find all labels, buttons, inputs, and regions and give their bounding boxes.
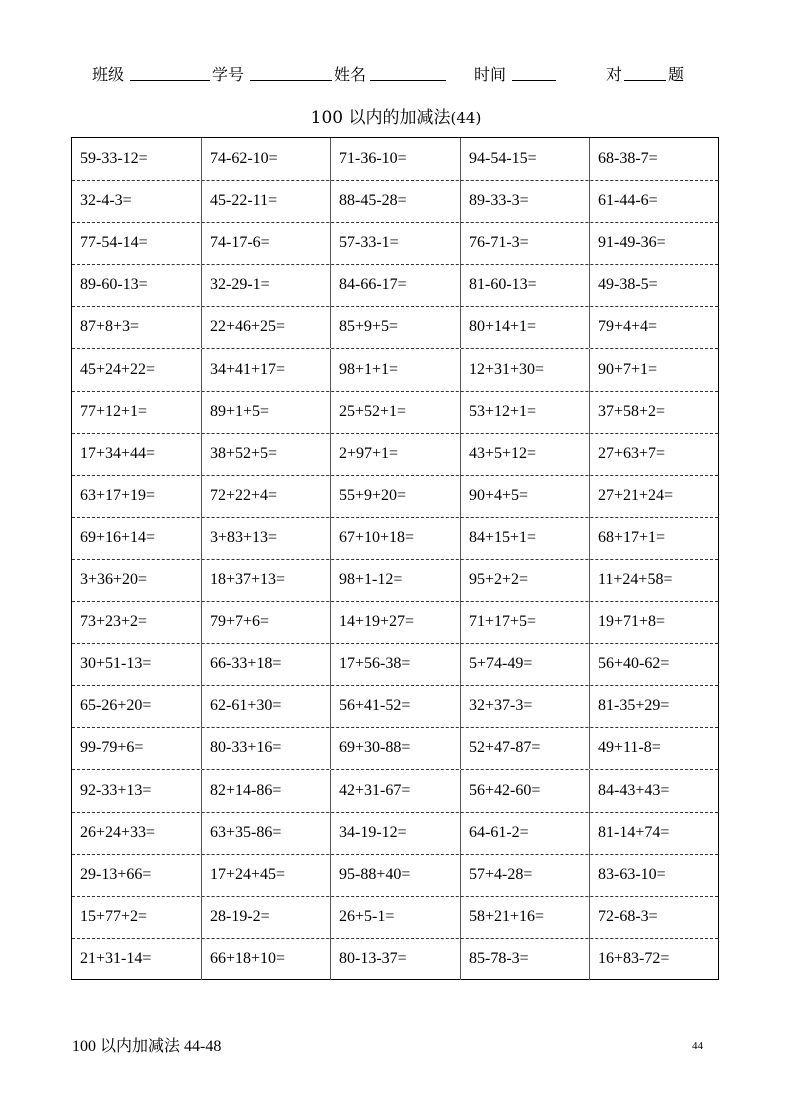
problem-row: [72, 264, 718, 307]
problem-cell: 56+40-62=: [598, 655, 670, 673]
problem-cell: 65-26+20=: [72, 685, 202, 727]
problem-cell: 80+14+1=: [461, 306, 590, 348]
problem-row: [72, 854, 718, 897]
problem-cell: 98+1+1=: [331, 349, 461, 391]
class-blank: [130, 80, 210, 81]
problem-cell: 84-43+43=: [598, 781, 670, 799]
problem-cell: 17+34+44=: [72, 433, 202, 475]
problem-cell: 68-38-7=: [598, 150, 658, 167]
problem-cell: 66-33+18=: [202, 643, 331, 685]
problem-cell: 89-60-13=: [72, 264, 202, 306]
problem-row: [72, 601, 718, 644]
problem-cell: 52+47-87=: [461, 727, 590, 769]
problem-cell: 82+14-86=: [202, 770, 331, 812]
problem-cell: 81-60-13=: [461, 264, 590, 306]
problem-row: [72, 812, 718, 855]
problem-cell: 57+4-28=: [461, 854, 590, 896]
time-blank: [512, 80, 556, 81]
problem-cell: 80-33+16=: [202, 727, 331, 769]
problem-cell: 84+15+1=: [461, 517, 590, 559]
problem-cell: 3+36+20=: [72, 559, 202, 601]
problem-cell: 85-78-3=: [461, 938, 590, 980]
worksheet-number: (44): [450, 109, 482, 127]
problem-cell: 27+63+7=: [598, 444, 666, 462]
problem-row: [72, 896, 718, 939]
problem-cell: 26+24+33=: [72, 812, 202, 854]
problem-cell: 45-22-11=: [202, 180, 331, 222]
problem-cell: 17+56-38=: [331, 643, 461, 685]
problem-cell: 32+37-3=: [461, 685, 590, 727]
problem-row: [72, 222, 718, 265]
student-info-header: [0, 58, 792, 86]
problem-cell: 77+12+1=: [72, 391, 202, 433]
problem-cell: 85+9+5=: [331, 306, 461, 348]
problem-cell: 66+18+10=: [202, 938, 331, 980]
problem-cell: 56+42-60=: [461, 770, 590, 812]
problem-row: [72, 391, 718, 434]
problem-cell: 30+51-13=: [72, 643, 202, 685]
problem-row: [72, 559, 718, 602]
problem-row: [72, 475, 718, 518]
problem-cell: 63+35-86=: [202, 812, 331, 854]
problem-row: [72, 938, 718, 980]
problem-cell: 62-61+30=: [202, 685, 331, 727]
problem-cell: 76-71-3=: [461, 222, 590, 264]
page-number: 44: [692, 1040, 703, 1052]
problem-cell: 68+17+1=: [598, 528, 666, 546]
problem-cell: 99-79+6=: [72, 727, 202, 769]
problem-cell: 57-33-1=: [331, 222, 461, 264]
problem-cell: 79+4+4=: [598, 318, 658, 336]
problem-cell: 71-36-10=: [331, 138, 461, 180]
problem-cell: 79+7+6=: [202, 601, 331, 643]
problem-cell: 90+4+5=: [461, 475, 590, 517]
footer-caption: 100 以内加减法 44-48: [72, 1038, 222, 1055]
problem-cell: 56+41-52=: [331, 685, 461, 727]
worksheet-title-text: 100 以内的加减法: [310, 108, 451, 128]
problem-cell: 95-88+40=: [331, 854, 461, 896]
problem-cell: 58+21+16=: [461, 896, 590, 938]
problem-cell: 92-33+13=: [72, 770, 202, 812]
problem-cell: 32-4-3=: [72, 180, 202, 222]
problem-cell: 84-66-17=: [331, 264, 461, 306]
problem-cell: 61-44-6=: [598, 192, 658, 210]
problem-cell: 69+16+14=: [72, 517, 202, 559]
problem-cell: 89+1+5=: [202, 391, 331, 433]
problem-cell: 67+10+18=: [331, 517, 461, 559]
name-blank: [370, 80, 446, 81]
name-label: 姓名: [334, 65, 367, 84]
problem-cell: 19+71+8=: [598, 613, 666, 631]
correct-label: 对: [606, 65, 623, 84]
problem-cell: 49-38-5=: [598, 276, 658, 294]
questions-label: 题: [668, 65, 685, 84]
problem-cell: 87+8+3=: [72, 306, 202, 348]
problem-cell: 18+37+13=: [202, 559, 331, 601]
problem-cell: 38+52+5=: [202, 433, 331, 475]
problem-cell: 25+52+1=: [331, 391, 461, 433]
problem-cell: 16+83-72=: [598, 949, 670, 967]
worksheet-title: [0, 103, 792, 128]
problem-cell: 11+24+58=: [598, 571, 673, 588]
problem-cell: 73+23+2=: [72, 601, 202, 643]
problem-cell: 89-33-3=: [461, 180, 590, 222]
problem-cell: 64-61-2=: [461, 812, 590, 854]
problem-cell: 81-14+74=: [598, 823, 670, 841]
problem-cell: 12+31+30=: [461, 349, 590, 391]
problem-cell: 74-62-10=: [202, 138, 331, 180]
problem-cell: 32-29-1=: [202, 264, 331, 306]
problem-cell: 26+5-1=: [331, 896, 461, 938]
problem-cell: 2+97+1=: [331, 433, 461, 475]
problem-cell: 34-19-12=: [331, 812, 461, 854]
correct-count-blank: [624, 80, 666, 81]
problem-cell: 63+17+19=: [72, 475, 202, 517]
problem-grid: [71, 137, 719, 980]
problem-cell: 15+77+2=: [72, 896, 202, 938]
problem-cell: 53+12+1=: [461, 391, 590, 433]
problem-row: [72, 138, 718, 181]
problem-cell: 80-13-37=: [331, 938, 461, 980]
problem-cell: 55+9+20=: [331, 475, 461, 517]
problem-row: [72, 643, 718, 686]
problem-cell: 94-54-15=: [461, 138, 590, 180]
time-label: 时间: [474, 65, 507, 84]
problem-cell: 27+21+24=: [598, 486, 674, 504]
problem-cell: 21+31-14=: [72, 938, 202, 980]
problem-cell: 98+1-12=: [331, 559, 461, 601]
problem-cell: 14+19+27=: [331, 601, 461, 643]
problem-cell: 22+46+25=: [202, 306, 331, 348]
problem-row: [72, 727, 718, 770]
problem-row: [72, 517, 718, 560]
problem-cell: 28-19-2=: [202, 896, 331, 938]
problem-cell: 29-13+66=: [72, 854, 202, 896]
problem-row: [72, 180, 718, 223]
problem-cell: 77-54-14=: [72, 222, 202, 264]
problem-cell: 90+7+1=: [598, 360, 658, 378]
problem-cell: 34+41+17=: [202, 349, 331, 391]
problem-cell: 72-68-3=: [598, 907, 658, 925]
student-id-label: 学号: [212, 65, 245, 84]
problem-cell: 72+22+4=: [202, 475, 331, 517]
student-id-blank: [250, 80, 332, 81]
problem-row: [72, 306, 718, 349]
problem-cell: 43+5+12=: [461, 433, 590, 475]
problem-cell: 71+17+5=: [461, 601, 590, 643]
problem-row: [72, 433, 718, 476]
problem-cell: 88-45-28=: [331, 180, 461, 222]
problem-row: [72, 685, 718, 728]
problem-cell: 17+24+45=: [202, 854, 331, 896]
problem-cell: 42+31-67=: [331, 770, 461, 812]
class-label: 班级: [92, 65, 125, 84]
problem-cell: 81-35+29=: [598, 697, 670, 715]
problem-cell: 5+74-49=: [461, 643, 590, 685]
problem-cell: 83-63-10=: [598, 865, 666, 883]
problem-cell: 49+11-8=: [598, 739, 661, 757]
problem-cell: 45+24+22=: [72, 349, 202, 391]
problem-cell: 91-49-36=: [598, 234, 666, 252]
problem-cell: 3+83+13=: [202, 517, 331, 559]
problem-row: [72, 770, 718, 813]
problem-cell: 59-33-12=: [72, 138, 202, 180]
problem-cell: 69+30-88=: [331, 727, 461, 769]
problem-cell: 95+2+2=: [461, 559, 590, 601]
problem-cell: 74-17-6=: [202, 222, 331, 264]
problem-row: [72, 349, 718, 392]
problem-cell: 37+58+2=: [598, 402, 666, 420]
